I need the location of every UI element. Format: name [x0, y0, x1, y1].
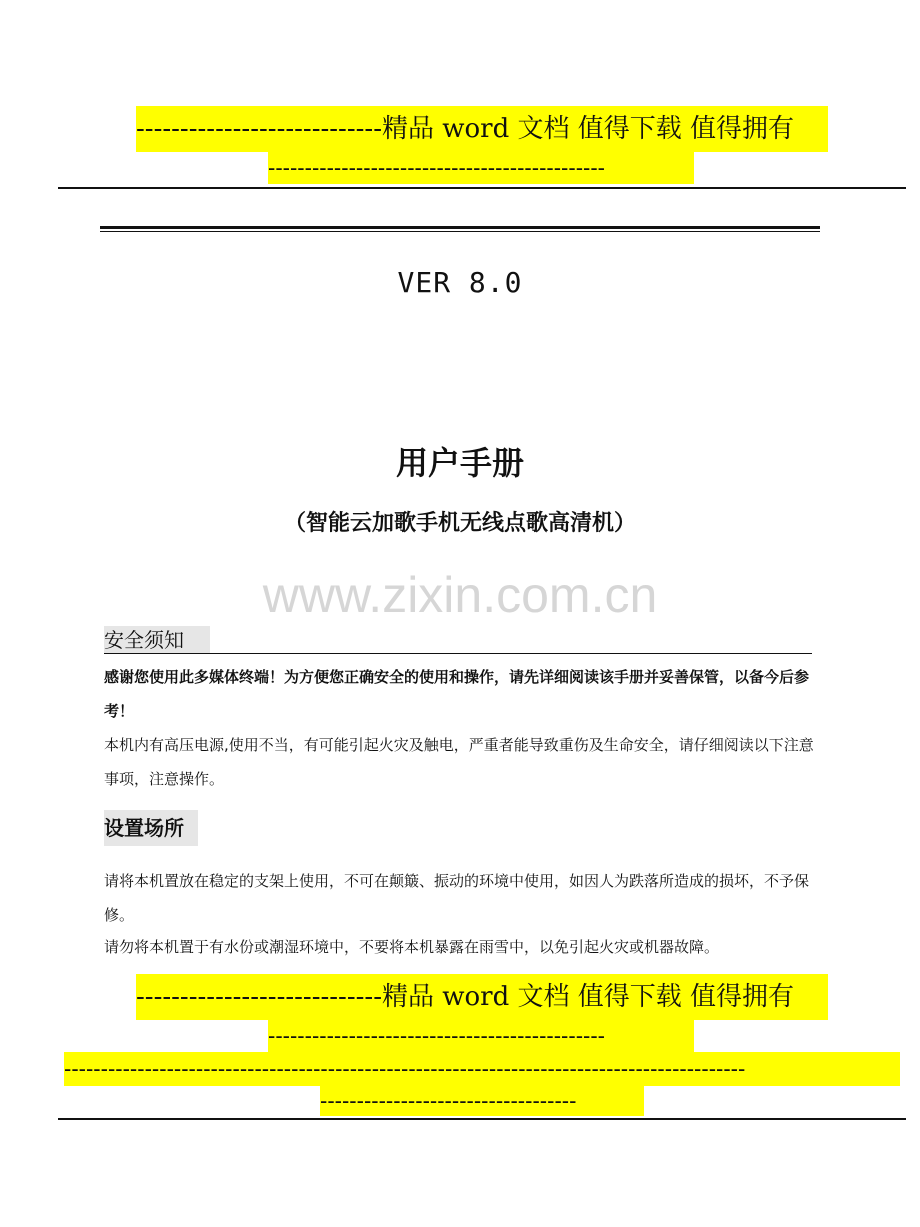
placement-para1: 请将本机置放在稳定的支架上使用，不可在颠簸、振动的环境中使用，如因人为跌落所造成的损坏，不予保修。	[104, 872, 810, 924]
double-rule-upper	[100, 226, 820, 229]
page-title: 用户手册	[395, 444, 524, 482]
page-subtitle: （智能云加歌手机无线点歌高清机）	[283, 511, 636, 536]
bottom-banner-line4: -----------------------------------	[320, 1086, 644, 1116]
top-rule	[58, 187, 906, 189]
bottom-banner-line2: ----------------------------------------------	[268, 1020, 694, 1052]
section-heading-safety: 安全须知	[104, 626, 210, 654]
bottom-banner-line1: ----------------------------精品 word 文档 值得下载 值得拥有	[136, 974, 828, 1020]
safety-intro: 感谢您使用此多媒体终端！为方便您正确安全的使用和操作，请先详细阅读该手册并妥善保管，以备今后参考！	[104, 668, 810, 720]
safety-heading-rule	[104, 653, 812, 654]
section-heading-placement: 设置场所	[104, 810, 198, 846]
version-label: VER 8.0	[397, 266, 523, 299]
placement-para2: 请勿将本机置于有水份或潮湿环境中，不要将本机暴露在雨雪中，以免引起火灾或机器故障。	[104, 938, 720, 956]
watermark: www.zixin.com.cn	[262, 567, 658, 623]
top-banner-line2: ----------------------------------------------	[268, 152, 694, 184]
bottom-rule	[58, 1118, 906, 1120]
double-rule-lower	[100, 231, 820, 232]
bottom-banner-line3: ---------------------------------------------------------------------------------------------	[64, 1052, 900, 1086]
safety-warning: 本机内有高压电源,使用不当，有可能引起火灾及触电，严重者能导致重伤及生命安全，请仔细阅读以下注意事项，注意操作。	[104, 736, 814, 788]
top-banner-line1: ----------------------------精品 word 文档 值得下载 值得拥有	[136, 106, 828, 152]
